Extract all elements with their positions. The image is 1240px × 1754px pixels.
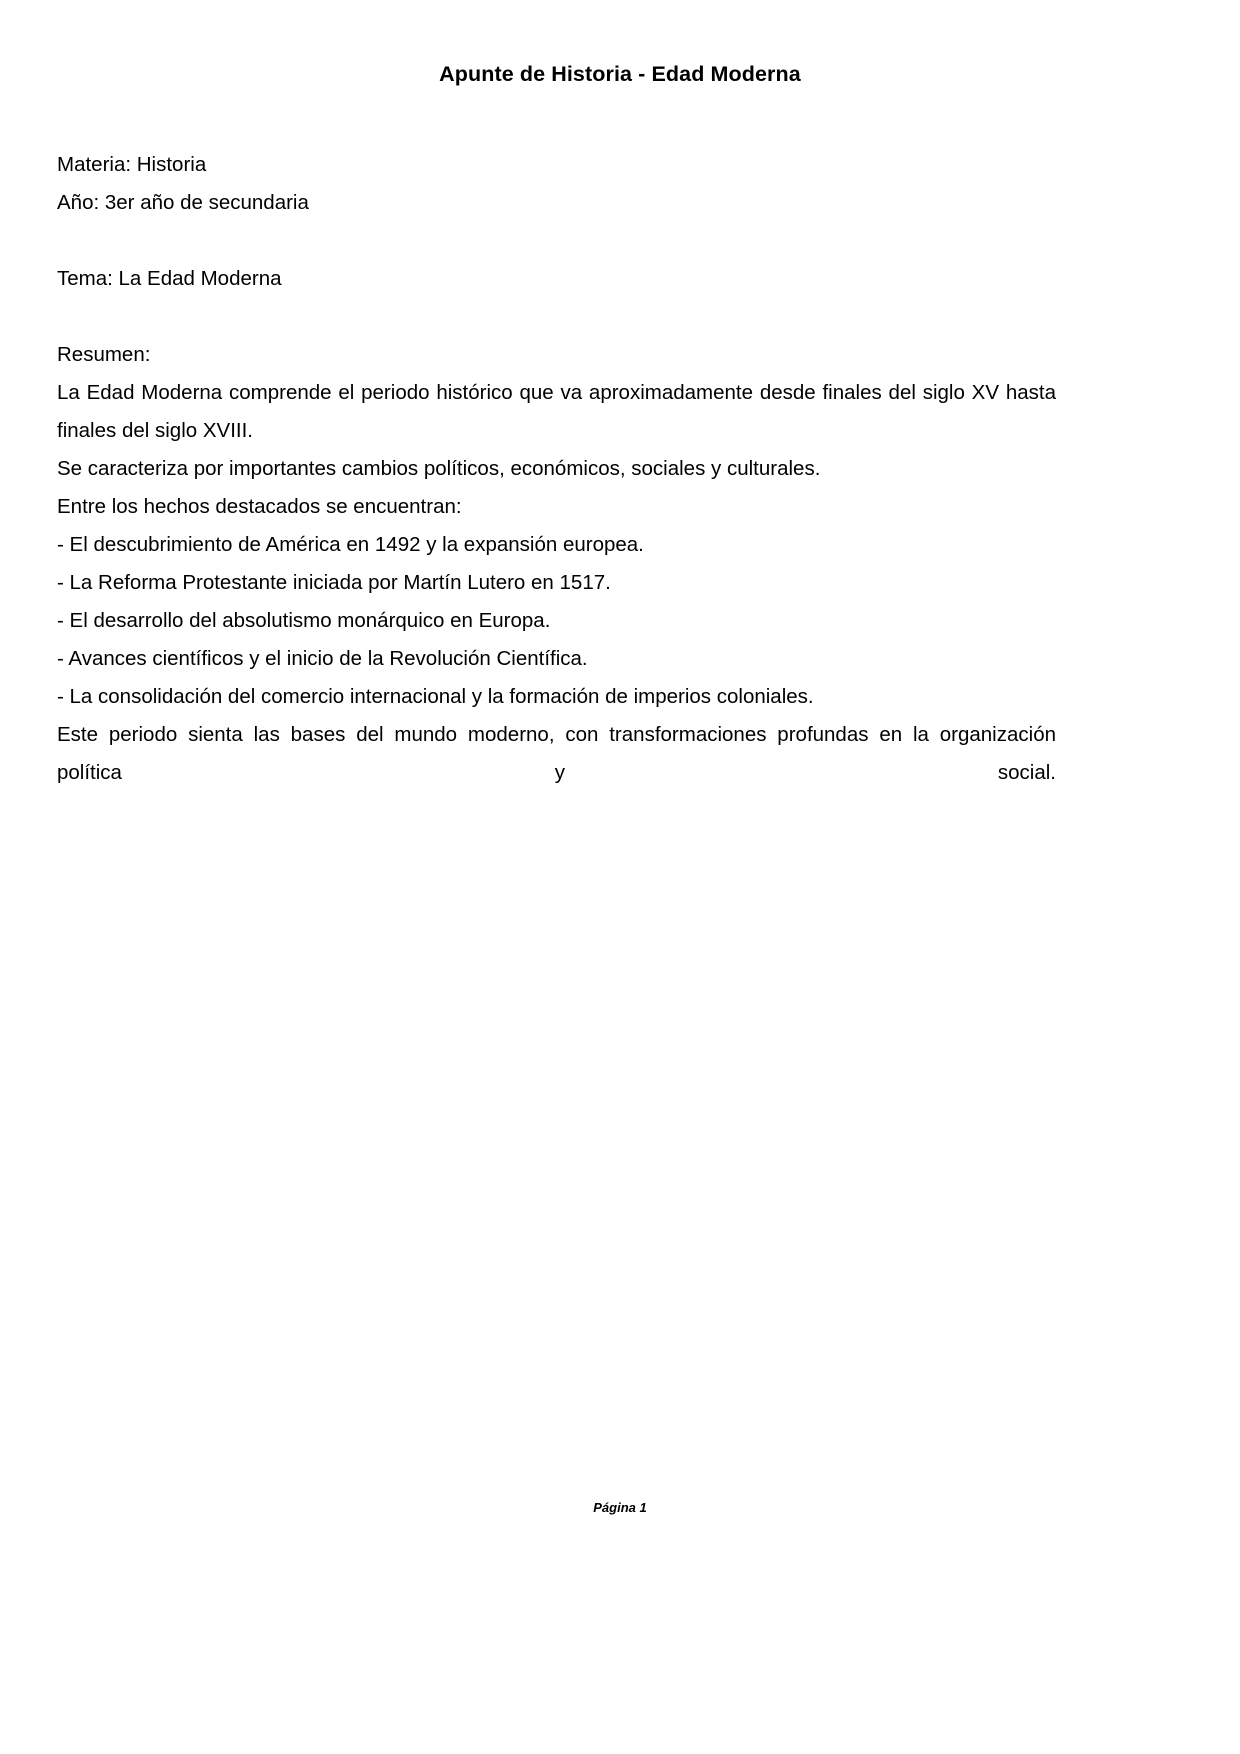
page-title: Apunte de Historia - Edad Moderna xyxy=(439,62,801,86)
resumen-heading: Resumen: xyxy=(57,343,151,366)
meta-anio: Año: 3er año de secundaria xyxy=(57,191,309,214)
document-body xyxy=(57,146,1056,830)
page-footer: Página 1 xyxy=(593,1500,647,1515)
list-item: - El descubrimiento de América en 1492 y la expansión europea. xyxy=(57,533,644,556)
closing-paragraph: Este periodo sienta las bases del mundo moderno, con transformaciones profundas en la organización política y social. xyxy=(57,723,1056,784)
resumen-paragraph-1: La Edad Moderna comprende el periodo histórico que va aproximadamente desde finales del siglo XV hasta finales del siglo XVIII. xyxy=(57,381,1056,442)
list-item: - El desarrollo del absolutismo monárquico en Europa. xyxy=(57,609,551,632)
resumen-paragraph-3: Entre los hechos destacados se encuentran: xyxy=(57,495,462,518)
spacer-after-meta xyxy=(57,222,1056,260)
meta-tema: Tema: La Edad Moderna xyxy=(57,267,282,290)
list-item: - La Reforma Protestante iniciada por Martín Lutero en 1517. xyxy=(57,571,611,594)
resumen-paragraph-2: Se caracteriza por importantes cambios políticos, económicos, sociales y culturales. xyxy=(57,457,821,480)
meta-materia: Materia: Historia xyxy=(57,153,207,176)
list-item: - Avances científicos y el inicio de la Revolución Científica. xyxy=(57,647,588,670)
spacer-before-resumen xyxy=(57,298,1056,336)
list-item: - La consolidación del comercio internacional y la formación de imperios coloniales. xyxy=(57,685,814,708)
